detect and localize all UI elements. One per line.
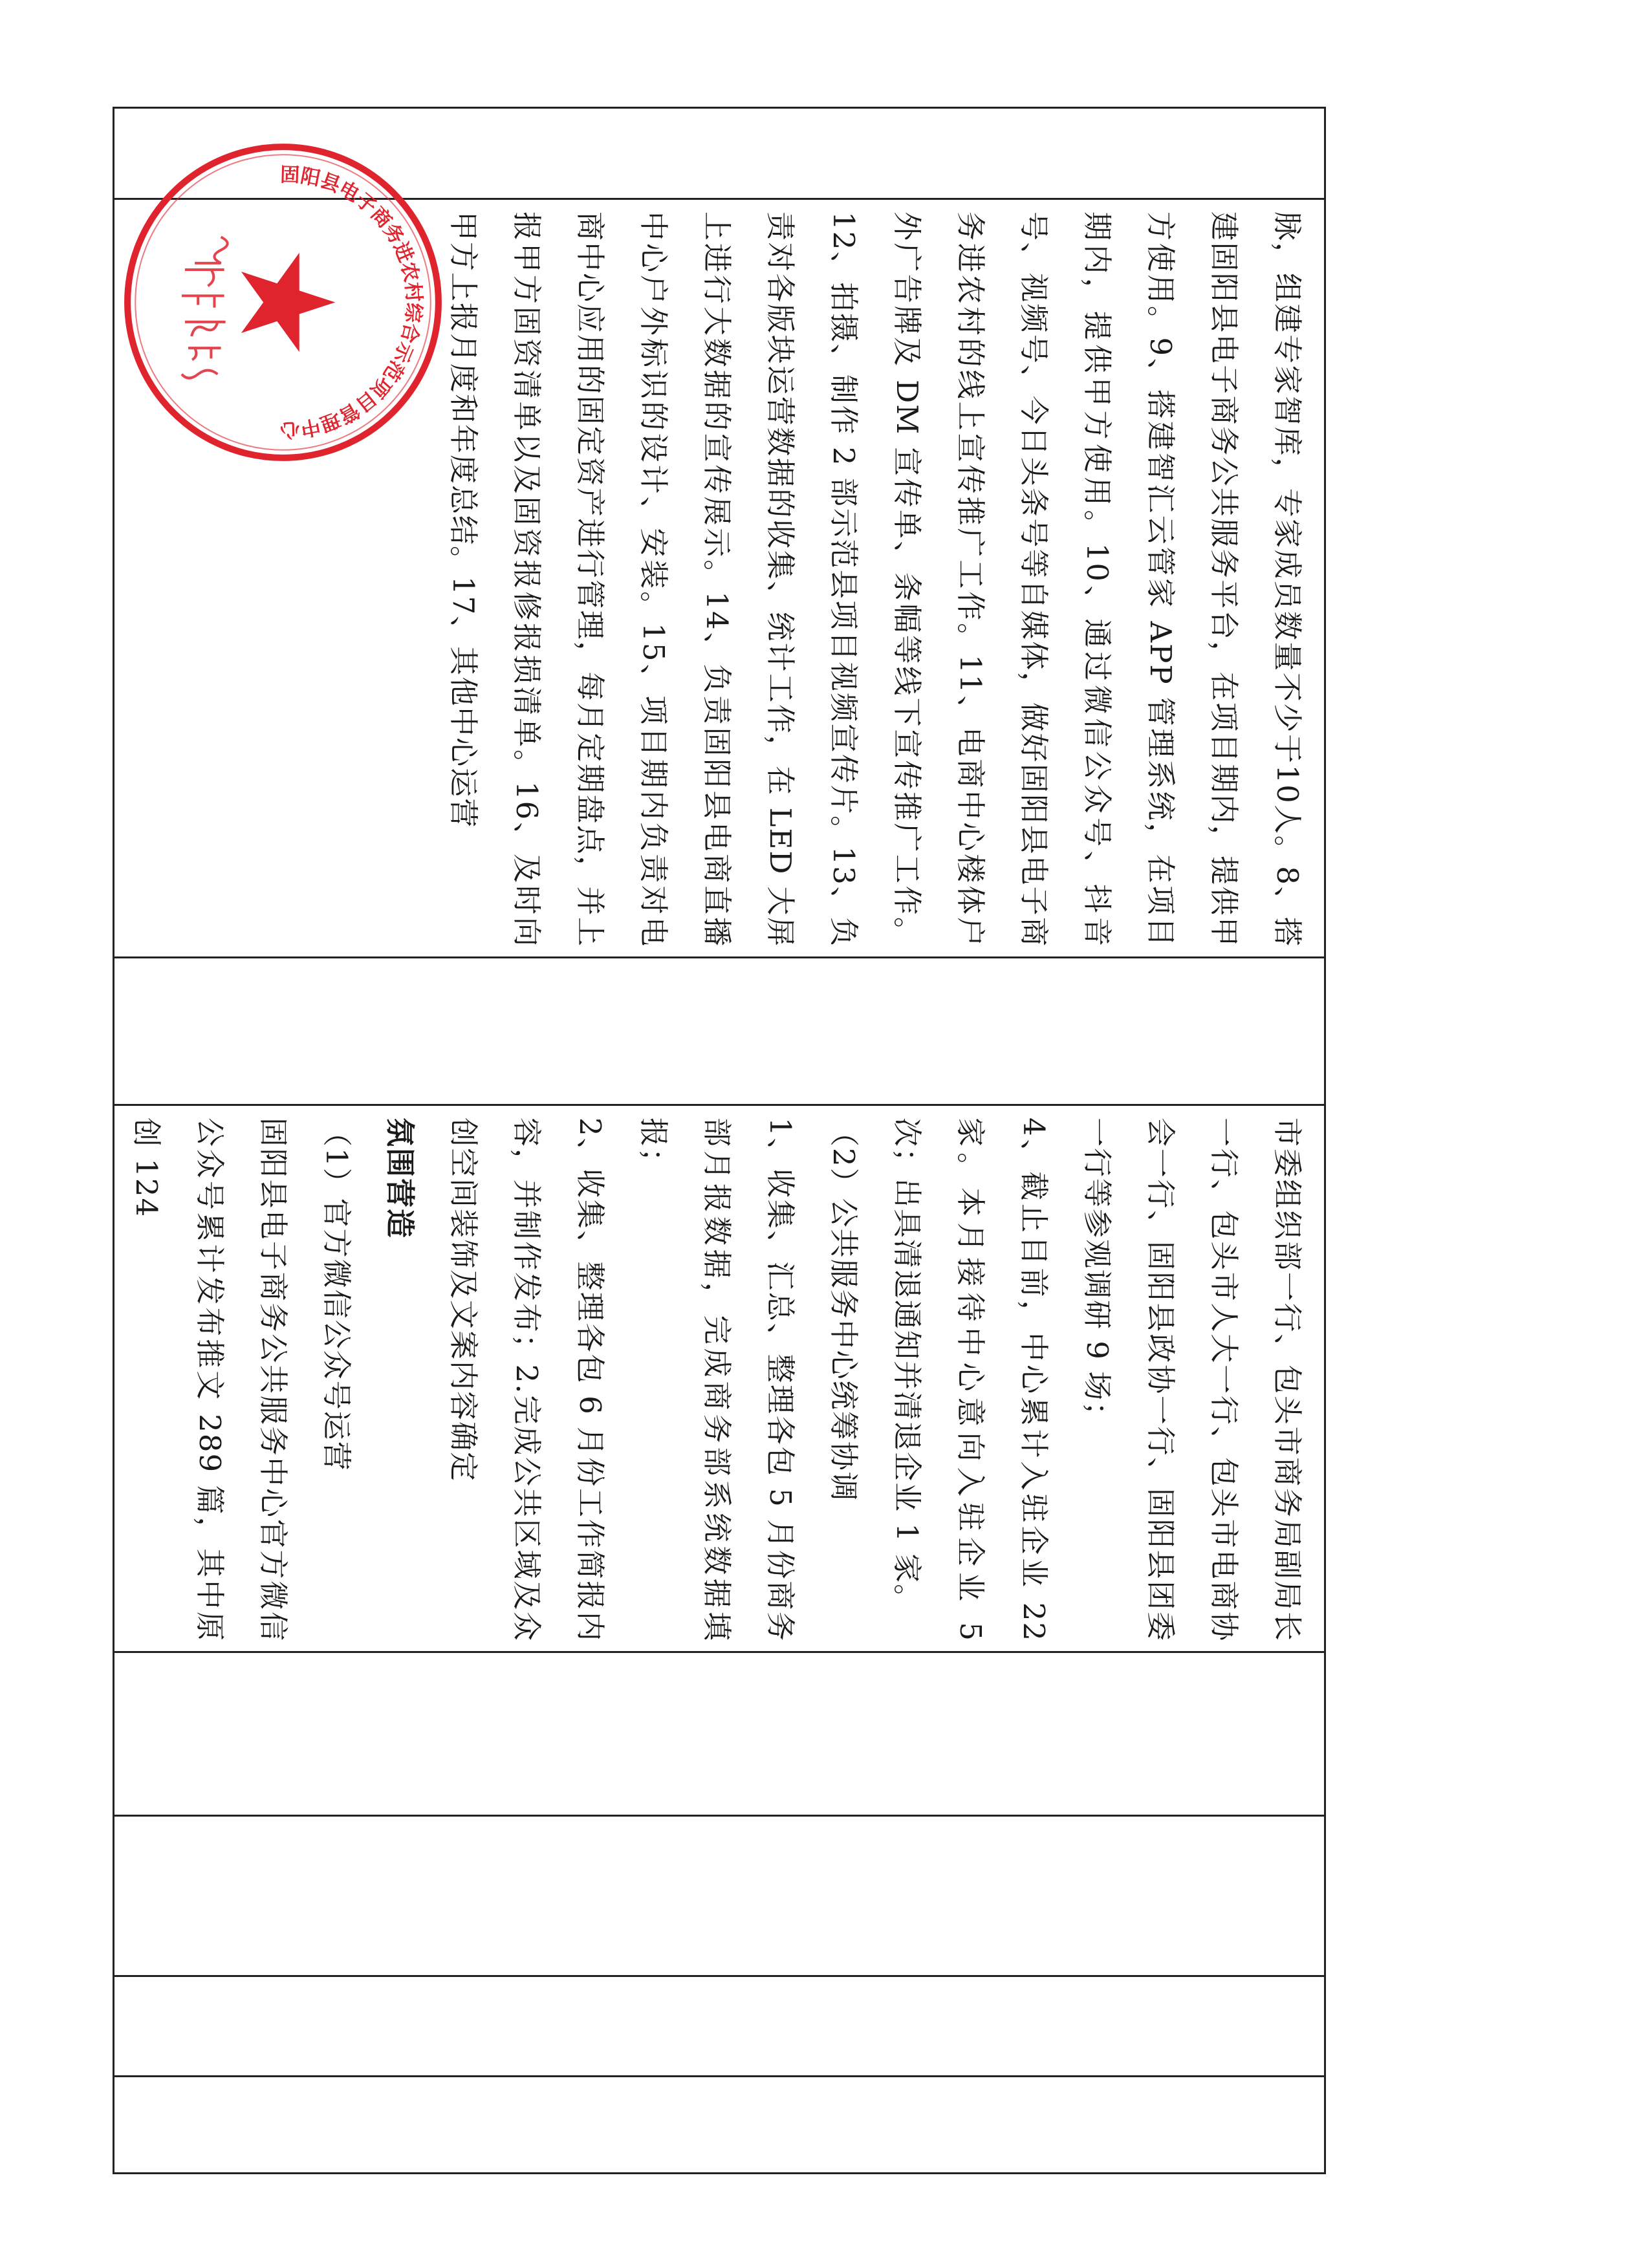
progress-paragraph: （1）官方微信公众号运营 bbox=[320, 1118, 354, 1472]
progress-paragraph: 市委组织部一行、包头市商务局副局长一行、包头市人大一行、包头市电商协会一行、固阳县政协一行、固阳县团委一行等参观调研 9 场； bbox=[1080, 1118, 1305, 1642]
progress-paragraph: 2、收集、整理各包 6 月份工作简报内容，并制作发布；2.完成公共区域及众创空间装饰及文案内容确定 bbox=[446, 1118, 607, 1642]
seal-script-marks bbox=[182, 237, 228, 378]
progress-paragraph: 氛围营造 bbox=[383, 1118, 417, 1240]
empty-cell bbox=[114, 2077, 1325, 2174]
progress-paragraph: （2）公共服务中心统筹协调 bbox=[827, 1118, 861, 1502]
progress-text bbox=[114, 1106, 1324, 1651]
task-description-text: 脉，组建专家智库，专家成员数量不少于10人。8、搭建固阳县电子商务公共服务平台，在项目期内，提供甲方使用。9、搭建智汇云管家 APP 管理系统，在项目期内，提供甲方使用。10、通过微信公众号、抖音号、视频号、今日头条号等自媒体，做好固阳县电子商务进农村的线上宣传推广工作。11、电商中心楼体户外广告牌及 DM 宣传单、条幅等线下宣传推广工作。12、拍摄、制作 2 部示范县项目视频宣传片。13、负责对各版块运营数据的收集、统计工作，在 LED 大屏上进行大数据的宣传展示。14、负责固阳县电商直播中心户外标识的设计、安装。15、项目期内负责对电商中心应用的固定资产进行管理，每月定期盘点，并上报甲方固资清单以及固资报修报损清单。16、及时向甲方上报月度和年度总结。17、其他中心运营 bbox=[446, 211, 1305, 947]
official-seal bbox=[120, 139, 446, 466]
empty-cell bbox=[114, 1976, 1325, 2077]
progress-cell bbox=[114, 1105, 1325, 1652]
empty-cell bbox=[114, 958, 1325, 1105]
progress-paragraph: 固阳县电子商务公共服务中心官方微信公众号累计发布推文 289 篇，其中原创 124 bbox=[129, 1118, 290, 1642]
empty-cell bbox=[114, 1652, 1325, 1816]
seal-star-icon bbox=[241, 253, 335, 352]
seal-text: 固阳县电子商务进农村综合示范项目管理中心 bbox=[279, 164, 425, 441]
empty-cell bbox=[114, 1816, 1325, 1976]
progress-paragraph: 4、截止目前，中心累计入驻企业 22 家。本月接待中心意向入驻企业 5 次；出具清退通知并清退企业 1 家。 bbox=[890, 1118, 1051, 1642]
progress-paragraph: 1、收集、汇总、整理各包 5 月份商务部月报数据，完成商务部系统数据填报； bbox=[636, 1118, 798, 1642]
